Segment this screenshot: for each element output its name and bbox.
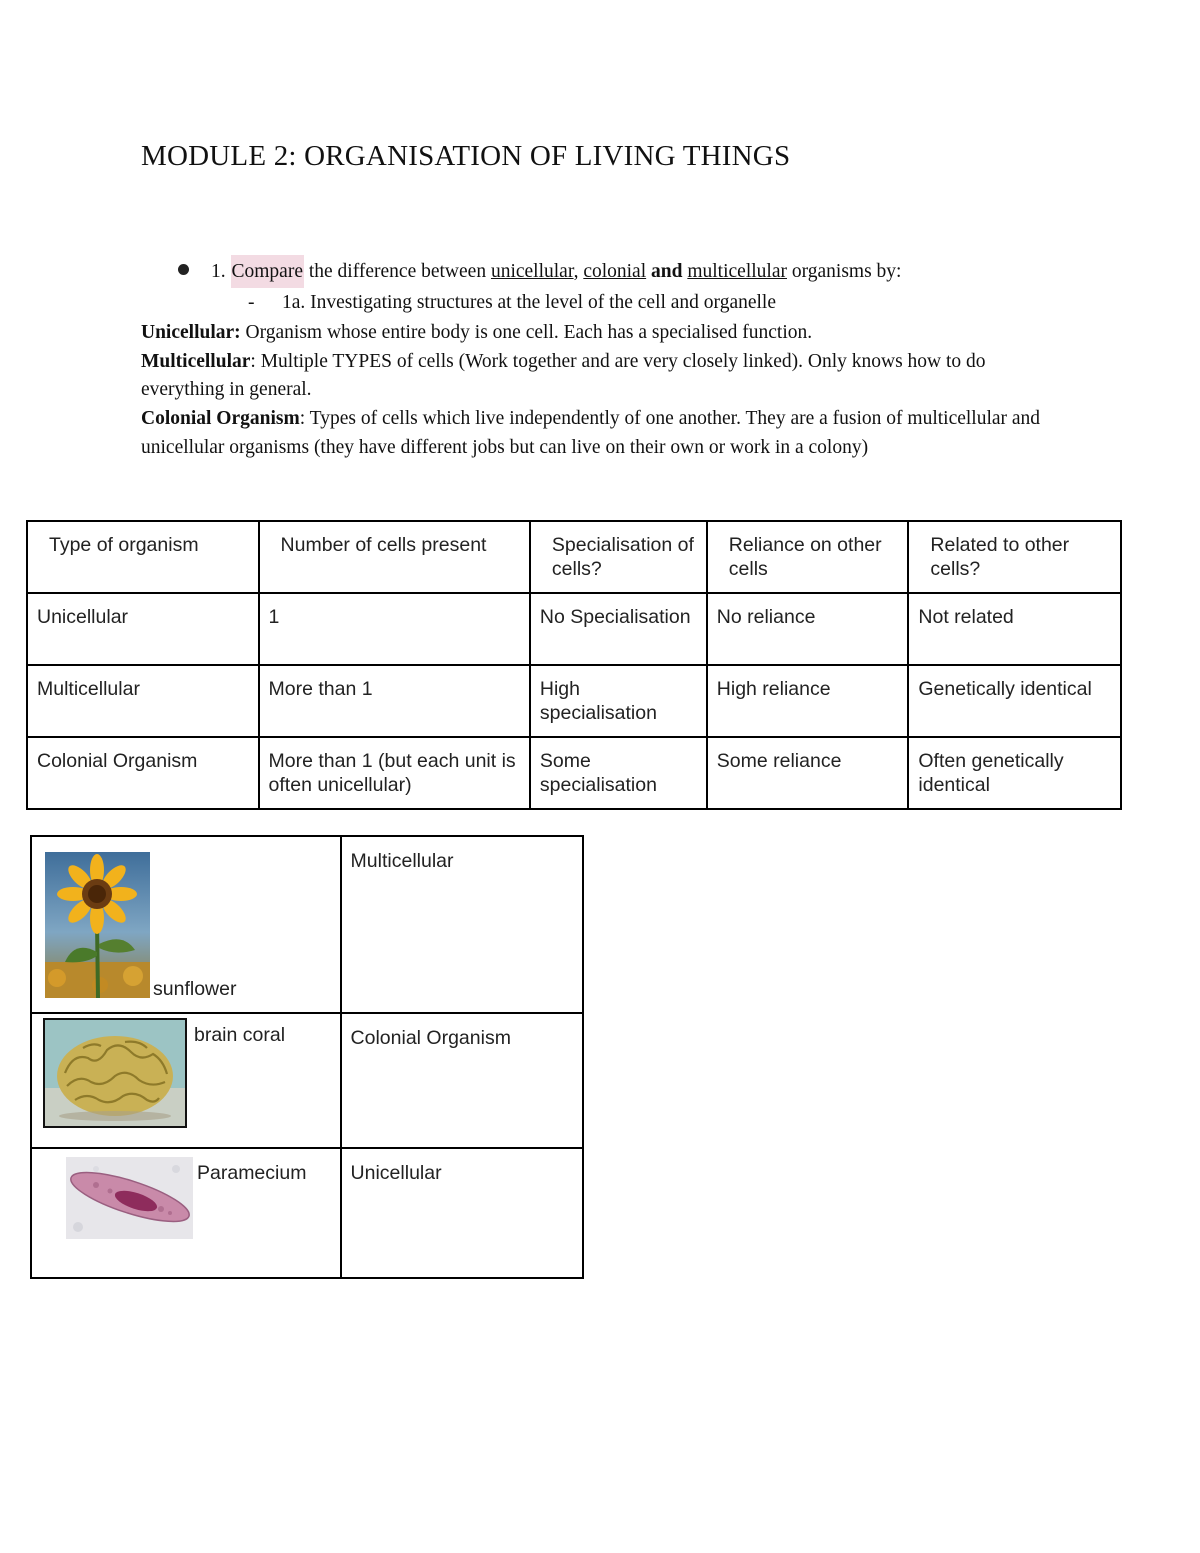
table-row xyxy=(27,593,1121,665)
definition-multicellular xyxy=(141,348,1061,405)
table-cell: More than 1 (but each unit is often unicellular) xyxy=(259,737,530,809)
table-cell: Some reliance xyxy=(707,737,909,809)
objective-1 xyxy=(178,261,901,283)
example-name: Paramecium xyxy=(197,1162,307,1184)
table-cell: More than 1 xyxy=(259,665,530,737)
table-row xyxy=(27,737,1121,809)
table-cell: Often genetically identical xyxy=(908,737,1121,809)
paramecium-image xyxy=(66,1157,193,1239)
examples-table xyxy=(30,835,584,1279)
example-row xyxy=(31,836,583,1013)
example-image-cell xyxy=(31,1148,341,1278)
page-title: MODULE 2: ORGANISATION OF LIVING THINGS xyxy=(141,140,791,172)
definitions xyxy=(141,319,1061,463)
sub-objective-1a xyxy=(248,292,776,314)
definition-text: Organism whose entire body is one cell. Each has a specialised function. xyxy=(245,322,813,343)
example-row xyxy=(31,1148,583,1278)
definition-term: Unicellular: xyxy=(141,322,241,343)
definition-text: : Types of cells which live independently of one another. They are a fusion of multicellular and unicellular organisms (they have different jobs but can live on their own or work in a colony) xyxy=(141,408,1041,458)
example-type: Multicellular xyxy=(341,836,583,1013)
example-type: Unicellular xyxy=(341,1148,583,1278)
objective-text: the difference between xyxy=(308,261,487,282)
example-type: Colonial Organism xyxy=(341,1013,583,1148)
definition-colonial xyxy=(141,405,1061,462)
definition-unicellular xyxy=(141,319,1061,348)
table-cell: Multicellular xyxy=(27,665,259,737)
objective-number: 1. xyxy=(211,261,226,282)
header-cell: Related to other cells? xyxy=(908,521,1121,593)
example-name: brain coral xyxy=(194,1024,286,1046)
example-image-cell xyxy=(31,836,341,1013)
header-cell: Type of organism xyxy=(27,521,259,593)
objective-text-end: organisms by: xyxy=(791,261,902,282)
sunflower-image xyxy=(45,852,150,998)
example-name: sunflower xyxy=(153,978,237,1000)
table-cell: No Specialisation xyxy=(530,593,707,665)
definition-term: Multicellular xyxy=(141,350,251,372)
table-cell: Colonial Organism xyxy=(27,737,259,809)
highlighted-verb: Compare xyxy=(231,255,304,288)
table-cell: Genetically identical xyxy=(908,665,1121,737)
table-cell: High specialisation xyxy=(530,665,707,737)
definition-term: Colonial Organism xyxy=(141,408,300,430)
table-cell: Unicellular xyxy=(27,593,259,665)
term-multicellular: multicellular xyxy=(687,261,787,282)
header-cell: Reliance on other cells xyxy=(707,521,909,593)
term-comma: , xyxy=(573,261,579,282)
definition-text: : Multiple TYPES of cells (Work together and are very closely linked). Only knows how to do everything in general. xyxy=(141,350,986,401)
sub-objective-text: 1a. Investigating structures at the level of the cell and organelle xyxy=(282,292,777,313)
table-cell: No reliance xyxy=(707,593,909,665)
header-cell: Specialisation of cells? xyxy=(530,521,707,593)
dash-marker: - xyxy=(248,292,255,313)
table-cell: Some specialisation xyxy=(530,737,707,809)
table-cell: 1 xyxy=(259,593,530,665)
table-header-row xyxy=(27,521,1121,593)
table-cell: High reliance xyxy=(707,665,909,737)
bullet-icon xyxy=(178,264,189,275)
term-unicellular: unicellular xyxy=(490,261,574,282)
comparison-table xyxy=(26,520,1122,810)
brain-coral-image xyxy=(43,1018,187,1128)
term-colonial: colonial xyxy=(583,261,647,282)
table-cell: Not related xyxy=(908,593,1121,665)
example-row xyxy=(31,1013,583,1148)
table-row xyxy=(27,665,1121,737)
header-cell: Number of cells present xyxy=(259,521,530,593)
example-image-cell xyxy=(31,1013,341,1148)
term-and: and xyxy=(651,261,683,282)
